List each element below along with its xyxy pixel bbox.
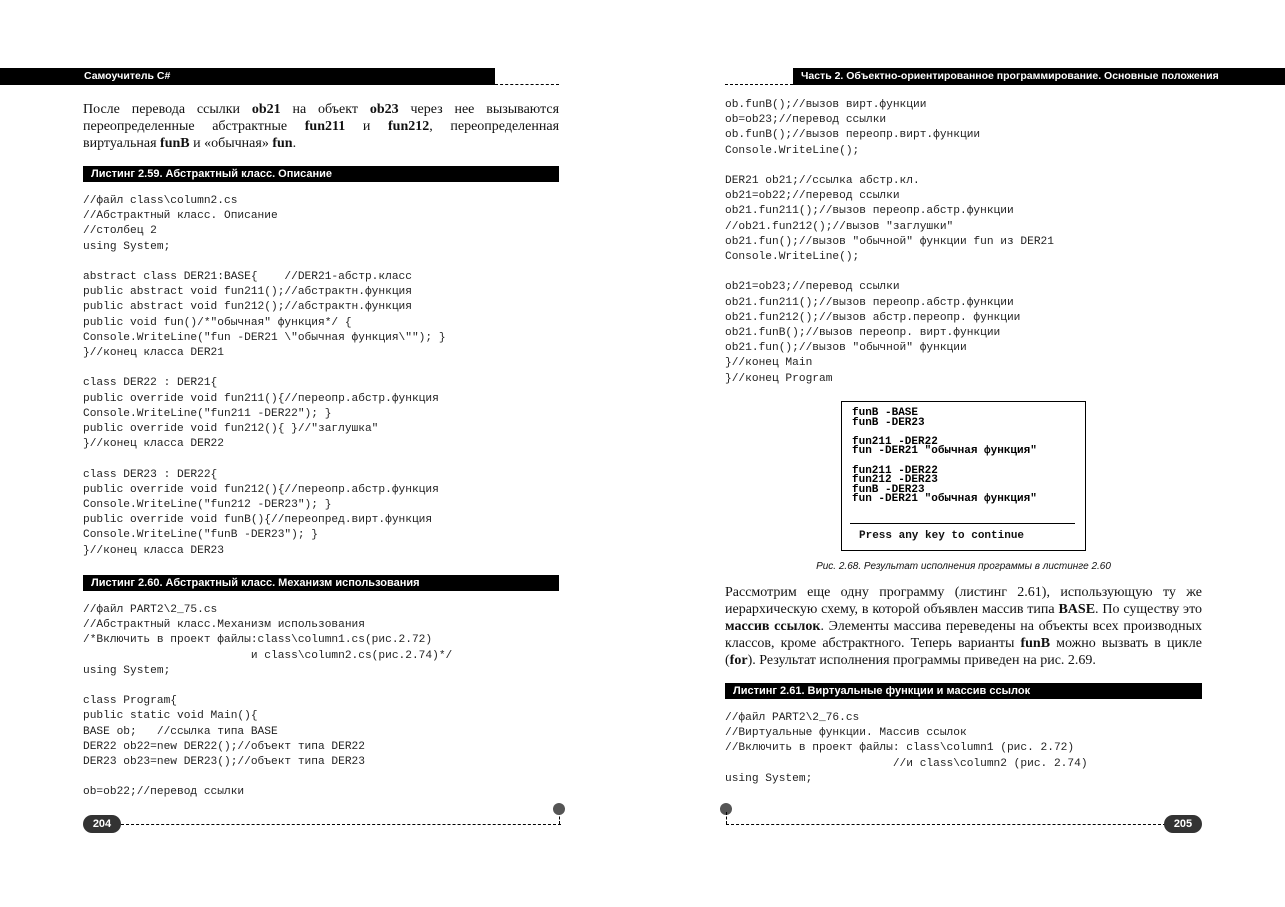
running-header-left: Самоучитель C#: [0, 68, 495, 85]
listing-2-60-code: //файл PART2\2_75.cs //Абстрактный класс.Механизм использования /*Включить в проект файлы:class\column1.cs(рис.2.72) и class\column2.cs(рис.2.74)*/ using System; class Program{ public static void Main(){ BASE ob; //ссылка типа BASE DER22 ob22=new DER22();//объект типа DER22 DER23 ob23=new DER23();//объект типа DER23 ob=ob22;//перевод ссылки: [83, 604, 453, 799]
left-page: [0, 0, 642, 907]
console-output: funB -BASE funB -DER23 fun211 -DER22 fun -DER21 "обычная функция" fun211 -DER22 fun212 -DER23 funB -DER23 fun -DER21 "обычная функция": [852, 407, 1037, 506]
body-paragraph: Рассмотрим еще одну программу (листинг 2.61), использующую ту же иерархическую схему, в которой объявлен массив типа BASE. По существу это массив ссылок. Элементы массива переведены на объекты всех производных классов, кроме абстрактного. Теперь варианты funB можно вызвать в цикле (for). Результат исполнения программы приведен на рис. 2.69.: [725, 585, 1203, 668]
footer-rule-right: [726, 824, 1166, 825]
footer-rule-left: [121, 824, 561, 825]
listing-2-60-code-continued: ob.funB();//вызов вирт.функции ob=ob23;//перевод ссылки ob.funB();//вызов переопр.вирт.функции Console.WriteLine(); DER21 ob21;//ссылка абстр.кл. ob21=ob22;//перевод ссылки ob21.fun211();//вызов переопр.абстр.функции //ob21.fun212();//вызов "заглушки" ob21.fun();//вызов "обычной" функции fun из DER21 Console.WriteLine(); ob21=ob23;//перевод ссылки ob21.fun211();//вызов переопр.абстр.функции ob21.fun212();//вызов абстр.переопр. функции ob21.funB();//вызов переопр. вирт.функции ob21.fun();//вызов "обычной" функции }//конец Main }//конец Program: [725, 99, 1054, 385]
listing-2-59-title: Листинг 2.59. Абстрактный класс. Описание: [83, 166, 559, 182]
page-number-left: 204: [83, 815, 121, 833]
intro-paragraph: После перевода ссылки ob21 на объект ob23 через нее вызываются переопределенные абстрактные fun211 и fun212, переопределенная виртуальная funB и «обычная» fun.: [83, 102, 560, 151]
right-page: [642, 0, 1285, 907]
footer-stem-right: [726, 812, 727, 824]
footer-dot-left: [553, 803, 565, 815]
header-rule-right: [725, 84, 793, 85]
listing-2-59-code: //файл class\column2.cs //Абстрактный класс. Описание //столбец 2 using System; abstract class DER21:BASE{ //DER21-абстр.класс public abstract void fun211();//абстрактн.функция public abstract void fun212();//абстрактн.функция public void fun()/*"обычная" функция*/ { Console.WriteLine("fun -DER21 \"обычная функция\""); } }//конец класса DER21 class DER22 : DER21{ public override void fun211(){//переопр.абстр.функция Console.WriteLine("fun211 -DER22"); } public override void fun212(){ }//"заглушка" }//конец класса DER22 class DER23 : DER22{ public override void fun212(){//переопр.абстр.функция Console.WriteLine("fun212 -DER23"); } public override void funB(){//переопред.вирт.функция Console.WriteLine("funB -DER23"); } }//конец класса DER23: [83, 195, 446, 557]
listing-2-61-title: Листинг 2.61. Виртуальные функции и массив ссылок: [725, 683, 1202, 699]
figure-caption: Рис. 2.68. Результат исполнения программы в листинге 2.60: [816, 561, 1111, 572]
console-divider: [850, 523, 1075, 524]
running-header-right: Часть 2. Объектно-ориентированное программирование. Основные положения: [793, 68, 1285, 85]
console-prompt: Press any key to continue: [859, 530, 1025, 542]
listing-2-60-title: Листинг 2.60. Абстрактный класс. Механизм использования: [83, 575, 559, 591]
listing-2-61-code: //файл PART2\2_76.cs //Виртуальные функции. Массив ссылок //Включить в проект файлы: class\column1 (рис. 2.72) //и class\column2 (рис. 2.74) using System;: [725, 712, 1088, 785]
console-output-window: [841, 401, 1086, 551]
header-rule-left: [495, 84, 559, 85]
page-number-right: 205: [1164, 815, 1202, 833]
